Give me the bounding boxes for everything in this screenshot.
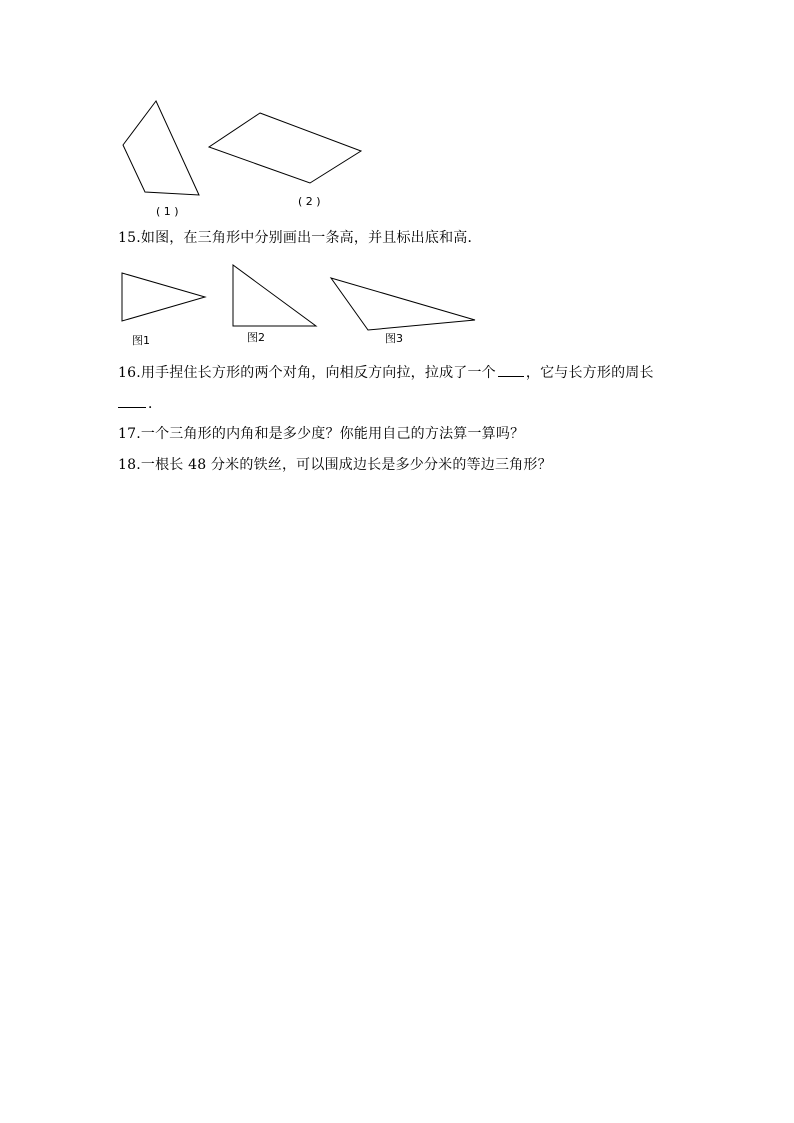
figure-label-1: ( 1 ) [156,205,179,218]
triangle-figures [0,0,794,360]
triangle-label-3: 图3 [385,332,403,345]
question-15: 15.如图，在三角形中分别画出一条高，并且标出底和高． [118,230,482,246]
answer-blank-1[interactable] [498,364,524,377]
question-16-text-before: 16.用手捏住长方形的两个对角，向相反方向拉，拉成了一个 [118,365,496,381]
answer-blank-2[interactable] [118,395,146,408]
question-16-line-2 [118,395,162,413]
triangle-2-shape [233,265,316,326]
question-18: 18.一根长 48 分米的铁丝，可以围成边长是多少分米的等边三角形？ [118,457,552,473]
question-17: 17.一个三角形的内角和是多少度？你能用自己的方法算一算吗？ [118,426,525,442]
question-16-text-after: ，它与长方形的周长 [525,365,654,381]
triangle-3-shape [331,278,475,330]
triangle-label-1: 图1 [132,334,150,347]
figure-label-2: ( 2 ) [298,195,321,208]
question-16-end: ． [148,396,163,412]
triangle-1-shape [122,273,205,321]
question-16-line-1 [118,364,654,382]
triangle-label-2: 图2 [247,331,265,344]
